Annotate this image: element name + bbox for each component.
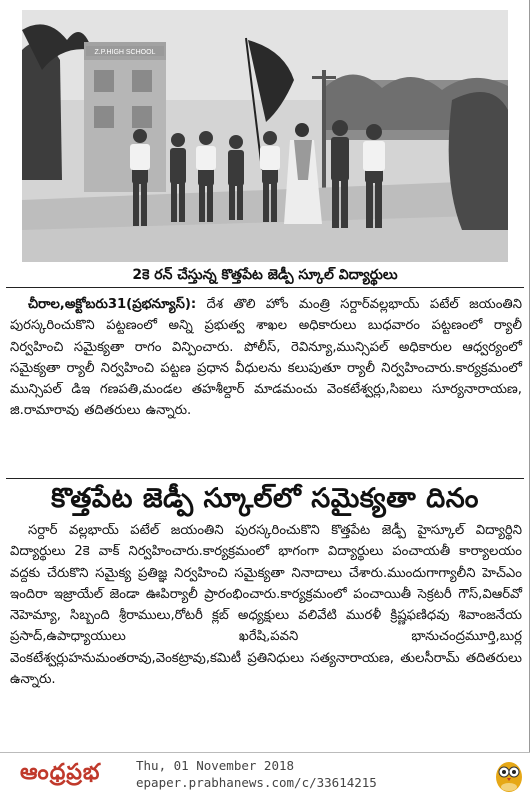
epaper-footer [0,752,530,797]
owl-icon [494,757,524,793]
story-2 [10,520,522,690]
clip-url[interactable]: epaper.prabhanews.com/c/33614215 [136,775,377,790]
headline: కొత్తపేట జెడ్పీ స్కూల్‌లో సమైక్యతా దినం [51,483,479,514]
publication-date: Thu, 01 November 2018 [136,758,295,773]
headline-divider [6,478,524,479]
publication-logo: ఆంధ్రప్రభ [20,759,101,785]
rally-photo-illustration [22,10,508,262]
story-1-text: దేశ తొలి హోం మంత్రి సర్దార్‌వల్లభాయ్ పటేల్ జయంతిని పురస్కరించుకొని పట్టణంలో అన్ని ప్రభుత్వ శాఖల అధికారులు బుధవారం పట్టణంలో ర్యాలీ నిర్వహించి సమైక్యతా రాగం విన్పించారు. పోలీస్, రెవిన్యూ,మున్సిపల్ అధికారుల ఆధ్వర్యంలో సమైక్యతా ర్యాలీ నిర్వహించి పట్టణ ప్రధాన వీధులను కలుపుతూ ర్యాలీ నిర్వహించారు.కార్యక్రమంలో మున్సిపల్ డిఇ గణపతి,మండల తహశీల్దార్ మాడమంచు వెంకటేశ్వర్లు,సిఐలు సూర్యనారాయణ, జి.రామారావు తదితరులు ఉన్నారు. [10,297,522,419]
news-photo [22,10,508,262]
building-banner-text: Z.P.HIGH SCHOOL [94,49,156,56]
story-2-text: సర్దార్ వల్లభాయ్ పటేల్ జయంతిని పురస్కరించుకొని కొత్తపేట జెడ్పీ హైస్కూల్ విద్యార్థిని విద్యార్థులు 2కె వాక్ నిర్వహించారు.కార్యక్రమంలో భాగంగా విద్యార్థులు పంచాయతీ కార్యాలయం వద్దకు చేరుకొని సమైక్య ప్రతిజ్ఞ నిర్వహించి సమైక్యతా నినాదాలు చేశారు.ముందుగాగ్యాలీని హెచ్‌ఎం ఇందిరా ఇజ్రాయేల్ జెండా ఊపిర్యాలీ ప్రారంభించారు.కార్యక్రమంలో పంచాయితీ సెక్రటరీ గౌస్,విఆర్‌వో నెహెమ్యా, సిబ్బంది శ్రీరాములు,రోటరీ క్లబ్ అధ్యక్షులు వలివేటి మురళీ క్రిష్ణఫణిధవు శివాంజనేయ ప్రసాద్,ఉపాధ్యాయులు ఖరేషి,పవని భానుచంద్రమూర్తి,బుర్ల వెంకటేశ్వర్లుహనుమంతరావు,వెంకట్రావు,కమిటీ ప్రతినిధులు సత్యనారాయణ, తులసీరామ్ తదితరులు ఉన్నారు. [10,523,522,688]
photo-caption: 2కె రన్ చేస్తున్న కొత్తపేట జెడ్పీ స్కూల్ విద్యార్థులు [132,267,398,283]
story-1-dateline: చీరాల,అక్టోబరు31(ప్రభన్యూస్): [28,297,197,312]
story-1 [10,294,522,422]
footer-info [136,757,377,791]
caption-divider [6,287,524,288]
